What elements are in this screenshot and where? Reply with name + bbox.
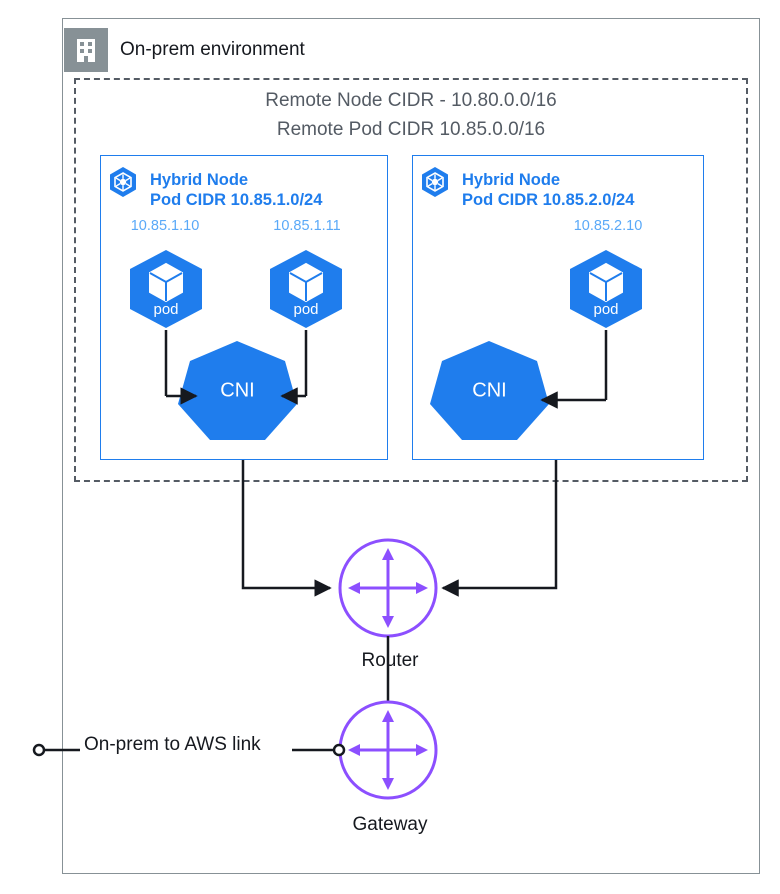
remote-pod-cidr-label: Remote Pod CIDR 10.85.0.0/16 — [276, 119, 546, 140]
connector-node2-to-router — [443, 460, 556, 588]
pod-label: pod — [293, 301, 319, 318]
pod-label-wrap — [270, 250, 342, 328]
pod-label: pod — [153, 301, 179, 318]
gateway-icon — [340, 702, 436, 798]
on-prem-environment-title: On-prem environment — [120, 39, 305, 60]
pod-ip-label: 10.85.1.11 — [273, 218, 341, 234]
cni-label: CNI — [220, 379, 255, 401]
router-icon — [340, 540, 436, 636]
on-prem-to-aws-link-label: On-prem to AWS link — [84, 734, 261, 755]
gateway-label: Gateway — [352, 814, 428, 835]
cni-label: CNI — [472, 379, 507, 401]
remote-node-cidr-label: Remote Node CIDR - 10.80.0.0/16 — [265, 90, 557, 111]
pod-label-wrap — [570, 250, 642, 328]
pod-label: pod — [593, 301, 619, 318]
cni-label-wrap — [178, 341, 297, 440]
hybrid-node-2-pod-cidr: Pod CIDR 10.85.2.0/24 — [462, 191, 635, 209]
pod-ip-label: 10.85.2.10 — [573, 218, 643, 234]
hybrid-node-1-name: Hybrid Node — [150, 171, 249, 189]
pod-label-wrap — [130, 250, 202, 328]
hybrid-node-1-pod-cidr: Pod CIDR 10.85.1.0/24 — [150, 191, 323, 209]
pod-ip-label: 10.85.1.10 — [130, 218, 200, 234]
connector-node1-to-router — [243, 460, 330, 588]
cni-label-wrap — [430, 341, 549, 440]
router-label: Router — [361, 650, 419, 671]
hybrid-node-2-name: Hybrid Node — [462, 171, 561, 189]
